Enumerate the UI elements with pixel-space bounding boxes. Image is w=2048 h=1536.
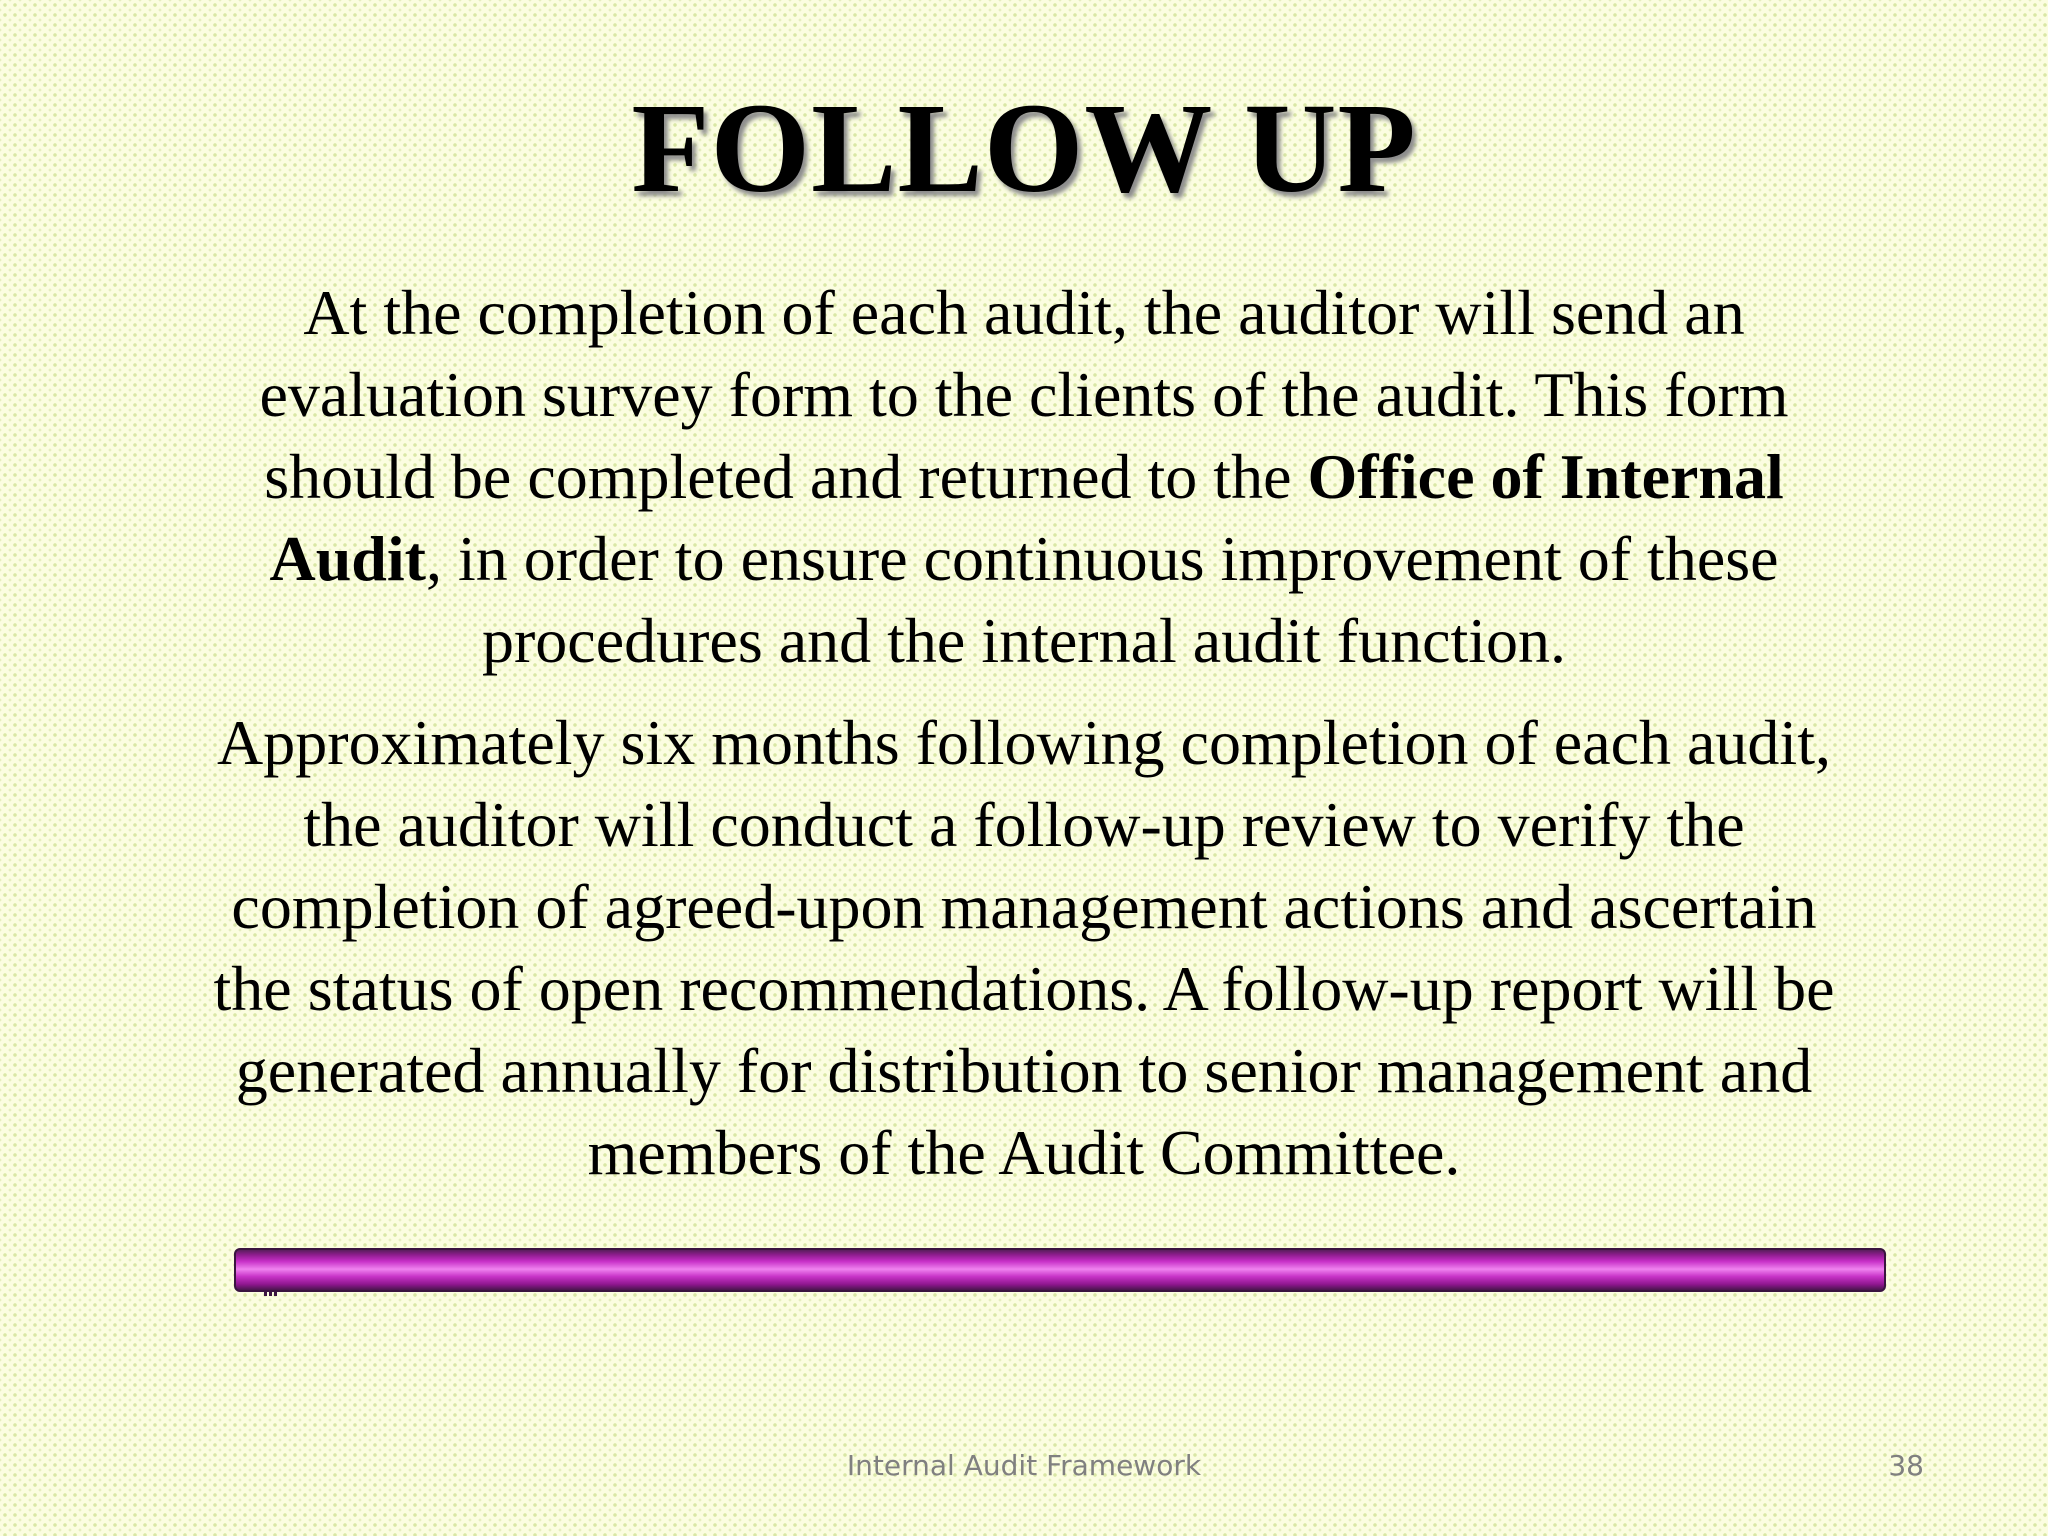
divider-handle-mark (264, 1290, 278, 1296)
paragraph-survey (200, 272, 1848, 682)
paragraph-survey-text-1: At the completion of each audit, the auditor will send an evaluation survey form to the clients of the audit. This form should be completed and returned to the (259, 277, 1789, 512)
slide-title: FOLLOW UP (631, 77, 1417, 219)
footer-text: Internal Audit Framework (846, 1449, 1202, 1482)
office-of-internal-audit: Office of Internal Audit (269, 441, 1784, 594)
paragraph-survey-text-2: , in order to ensure continuous improvement of these procedures and the internal audit function. (425, 523, 1779, 676)
page-number: 38 (1888, 1449, 1924, 1482)
slide-body (200, 272, 1848, 1214)
paragraph-follow-up: Approximately six months following completion of each audit, the auditor will conduct a follow-up review to verify the completion of agreed-upon management actions and ascertain the status of open recommendations. A follow-up report will be generated annually for distribution to senior management and members of the Audit Committee. (213, 707, 1835, 1188)
decorative-divider-bar (234, 1248, 1886, 1292)
